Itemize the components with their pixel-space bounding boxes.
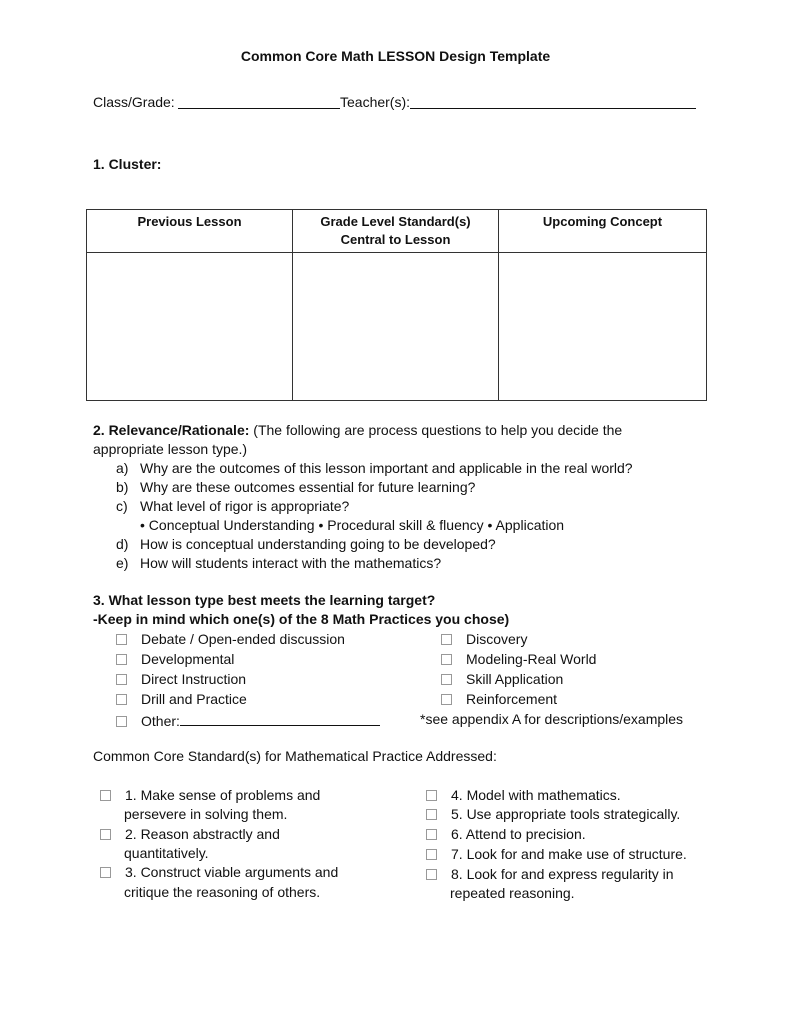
checkbox-icon[interactable] <box>441 674 452 685</box>
relevance-intro-text: (The following are process questions to help you decide the <box>253 422 623 438</box>
cluster-table <box>86 209 707 401</box>
cell-upcoming-concept[interactable] <box>499 253 707 401</box>
rigor-types: • Conceptual Understanding • Procedural skill & fluency • Application <box>140 517 565 533</box>
relevance-question-b: Why are these outcomes essential for future learning? <box>140 479 476 495</box>
practice-1-line2: persevere in solving them. <box>124 806 288 822</box>
practice-1[interactable]: 1. Make sense of problems and <box>100 787 320 803</box>
relevance-intro <box>93 422 622 438</box>
teacher-field[interactable] <box>410 94 696 112</box>
checkbox-icon[interactable] <box>426 849 437 860</box>
checkbox-icon[interactable] <box>441 694 452 705</box>
checkbox-icon[interactable] <box>116 694 127 705</box>
practices-heading: Common Core Standard(s) for Mathematical Practice Addressed: <box>93 748 497 764</box>
relevance-question-a: Why are the outcomes of this lesson important and applicable in the real world? <box>140 460 633 476</box>
page-title: Common Core Math LESSON Design Template <box>240 48 551 64</box>
relevance-marker-e: e) <box>116 555 129 571</box>
header-previous-lesson: Previous Lesson <box>87 210 293 253</box>
relevance-marker-a: a) <box>116 460 129 476</box>
relevance-question-d: How is conceptual understanding going to be developed? <box>140 536 496 552</box>
lesson-type-heading: 3. What lesson type best meets the learning target? <box>93 592 436 608</box>
relevance-intro-line2: appropriate lesson type.) <box>93 441 248 457</box>
cluster-heading: 1. Cluster: <box>93 156 162 172</box>
option-developmental[interactable]: Developmental <box>116 651 234 667</box>
practice-5[interactable]: 5. Use appropriate tools strategically. <box>426 806 680 822</box>
practice-3[interactable]: 3. Construct viable arguments and <box>100 864 338 880</box>
checkbox-icon[interactable] <box>100 829 111 840</box>
header-grade-level-standards: Grade Level Standard(s) Central to Lesson <box>293 210 499 253</box>
checkbox-icon[interactable] <box>426 790 437 801</box>
practice-6[interactable]: 6. Attend to precision. <box>426 826 586 842</box>
cell-previous-lesson[interactable] <box>87 253 293 401</box>
checkbox-icon[interactable] <box>116 674 127 685</box>
option-reinforcement[interactable]: Reinforcement <box>441 691 557 707</box>
option-discovery[interactable]: Discovery <box>441 631 527 647</box>
checkbox-icon[interactable] <box>116 654 127 665</box>
relevance-question-e: How will students interact with the mathematics? <box>140 555 442 571</box>
option-modeling[interactable]: Modeling-Real World <box>441 651 596 667</box>
checkbox-icon[interactable] <box>116 716 127 727</box>
cell-grade-level-standards[interactable] <box>293 253 499 401</box>
checkbox-icon[interactable] <box>100 867 111 878</box>
checkbox-icon[interactable] <box>116 634 127 645</box>
checkbox-icon[interactable] <box>426 809 437 820</box>
lesson-type-subheading: -Keep in mind which one(s) of the 8 Math Practices you chose) <box>93 611 510 627</box>
checkbox-icon[interactable] <box>426 829 437 840</box>
teacher-label: Teacher(s): <box>340 94 411 110</box>
practice-8[interactable]: 8. Look for and express regularity in <box>426 866 674 882</box>
option-skill-application[interactable]: Skill Application <box>441 671 563 687</box>
practice-8-line2: repeated reasoning. <box>450 885 575 901</box>
header-upcoming-concept: Upcoming Concept <box>499 210 707 253</box>
option-other[interactable]: Other: <box>116 711 380 729</box>
option-debate[interactable]: Debate / Open-ended discussion <box>116 631 345 647</box>
checkbox-icon[interactable] <box>441 634 452 645</box>
practice-4[interactable]: 4. Model with mathematics. <box>426 787 621 803</box>
other-field[interactable] <box>180 711 380 726</box>
practice-7[interactable]: 7. Look for and make use of structure. <box>426 846 687 862</box>
relevance-marker-b: b) <box>116 479 129 495</box>
class-grade-field[interactable] <box>178 94 340 112</box>
checkbox-icon[interactable] <box>441 654 452 665</box>
relevance-question-c: What level of rigor is appropriate? <box>140 498 350 514</box>
practice-2-line2: quantitatively. <box>124 845 209 861</box>
relevance-heading: 2. Relevance/Rationale: <box>93 422 250 438</box>
relevance-marker-d: d) <box>116 536 129 552</box>
checkbox-icon[interactable] <box>426 869 437 880</box>
checkbox-icon[interactable] <box>100 790 111 801</box>
option-direct-instruction[interactable]: Direct Instruction <box>116 671 246 687</box>
option-drill-practice[interactable]: Drill and Practice <box>116 691 247 707</box>
appendix-note: *see appendix A for descriptions/examples <box>420 711 684 727</box>
practice-3-line2: critique the reasoning of others. <box>124 884 321 900</box>
practice-2[interactable]: 2. Reason abstractly and <box>100 826 280 842</box>
class-grade-label: Class/Grade: <box>93 94 175 110</box>
relevance-marker-c: c) <box>116 498 128 514</box>
